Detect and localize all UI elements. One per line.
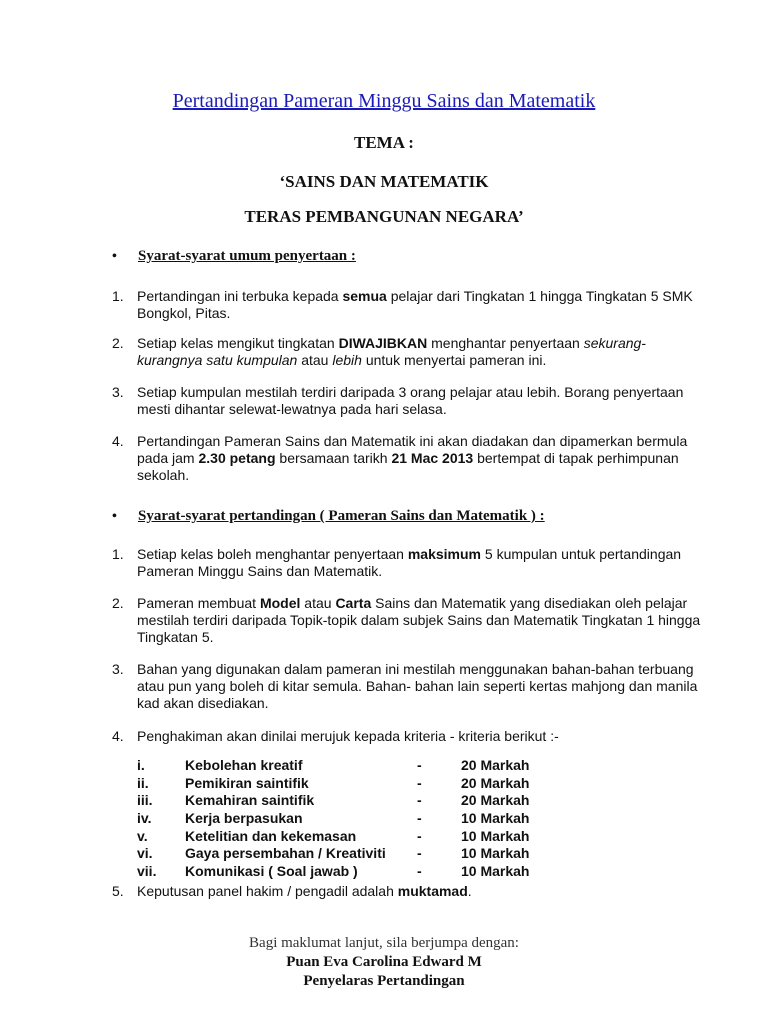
- criteria-row: [137, 775, 529, 793]
- item-text: [137, 883, 702, 900]
- text-run: Penghakiman akan dinilai merujuk kepada kriteria - kriteria berikut :-: [137, 728, 559, 744]
- criteria-roman: iv.: [137, 810, 152, 827]
- bold-text: Carta: [335, 595, 372, 611]
- item-number: 2.: [112, 595, 124, 611]
- criteria-dash: -: [417, 774, 422, 791]
- section-2-heading-text: Syarat-syarat pertandingan ( Pameran Sains dan Matematik ) :: [138, 508, 545, 524]
- criteria-dash: -: [417, 792, 422, 809]
- criteria-marks: 20 Markah: [461, 757, 530, 773]
- text-run: Setiap kelas boleh menghantar penyertaan: [137, 546, 408, 562]
- criteria-dash: -: [417, 845, 422, 862]
- criteria-marks: 10 Markah: [461, 810, 530, 827]
- item-number: 2.: [112, 335, 124, 351]
- criteria-row: [137, 757, 529, 775]
- criteria-roman: vii.: [137, 863, 157, 880]
- contact-role: Penyelaras Pertandingan: [303, 973, 465, 989]
- section-2-item: [112, 546, 702, 580]
- criteria-roman: vi.: [137, 845, 153, 862]
- bold-text: DIWAJIBKAN: [338, 335, 428, 351]
- criteria-marks: 10 Markah: [461, 827, 530, 844]
- criteria-marks: 10 Markah: [461, 845, 530, 862]
- bold-text: 21 Mac 2013: [391, 450, 474, 466]
- item-number: 5.: [112, 883, 124, 899]
- criteria-dash: -: [417, 810, 422, 827]
- contact-name: Puan Eva Carolina Edward M: [286, 954, 482, 970]
- criteria-name: Kerja berpasukan: [185, 810, 303, 827]
- text-run: atau: [300, 595, 336, 611]
- criteria-name: Kemahiran saintifik: [185, 792, 315, 809]
- item-number: 4.: [112, 728, 124, 744]
- item-number: 1.: [112, 288, 124, 304]
- theme-line-1: ‘SAINS DAN MATEMATIK: [279, 172, 489, 191]
- bold-text: semua: [342, 288, 387, 304]
- text-run: atau: [297, 352, 333, 368]
- bold-text: 2.30 petang: [198, 450, 276, 466]
- criteria-roman: iii.: [137, 792, 153, 809]
- criteria-row: [137, 792, 529, 810]
- bullet-icon: •: [112, 249, 117, 264]
- item-text: [137, 384, 702, 418]
- criteria-dash: -: [417, 757, 422, 773]
- criteria-roman: ii.: [137, 774, 149, 791]
- criteria-row: [137, 828, 529, 846]
- criteria-dash: -: [417, 863, 422, 880]
- text-run: 5 kumpulan untuk pertandingan Pameran Minggu Sains dan Matematik.: [137, 546, 682, 579]
- section-1-item: [112, 288, 702, 322]
- item-text: [137, 728, 702, 745]
- criteria-name: Ketelitian dan kekemasan: [185, 827, 357, 844]
- section-2-item: [112, 728, 702, 745]
- bold-text: Model: [259, 595, 301, 611]
- document-title: Pertandingan Pameran Minggu Sains dan Matematik: [172, 90, 596, 112]
- section-1-heading-text: Syarat-syarat umum penyertaan :: [138, 248, 356, 264]
- text-run: Pameran membuat: [137, 595, 260, 611]
- bullet-icon: •: [112, 509, 117, 524]
- text-run: Pertandingan ini terbuka kepada: [137, 288, 343, 304]
- bold-text: muktamad: [397, 883, 468, 899]
- criteria-row: [137, 810, 529, 828]
- text-run: Keputusan panel hakim / pengadil adalah: [137, 883, 398, 899]
- section-1-heading: [112, 248, 356, 265]
- italic-text: sekurang-kurangnya satu kumpulan: [137, 335, 646, 368]
- criteria-roman: v.: [137, 827, 148, 844]
- item-text: [137, 661, 702, 712]
- criteria-roman: i.: [137, 757, 145, 773]
- criteria-name: Pemikiran saintifik: [185, 774, 309, 791]
- criteria-row: [137, 845, 529, 863]
- text-run: Pertandingan Pameran Sains dan Matematik ini akan diadakan dan dipamerkan bermula pada jam: [137, 433, 688, 466]
- text-run: Setiap kelas mengikut tingkatan: [137, 335, 339, 351]
- criteria-table: [137, 757, 529, 881]
- item-number: 1.: [112, 546, 124, 562]
- contact-intro: Bagi maklumat lanjut, sila berjumpa dengan:: [249, 935, 519, 951]
- criteria-marks: 20 Markah: [461, 792, 530, 809]
- criteria-name: Komunikasi ( Soal jawab ): [185, 863, 358, 880]
- item-text: [137, 546, 702, 580]
- text-run: bertempat di tapak perhimpunan sekolah.: [137, 450, 679, 483]
- item-number: 3.: [112, 661, 124, 677]
- criteria-row: [137, 863, 529, 881]
- theme-line-2: TERAS PEMBANGUNAN NEGARA’: [244, 207, 524, 226]
- section-1-item: [112, 335, 702, 369]
- text-run: .: [467, 883, 472, 899]
- text-run: bersamaan tarikh: [275, 450, 392, 466]
- text-run: menghantar penyertaan: [427, 335, 584, 351]
- text-run: pelajar dari Tingkatan 1 hingga Tingkatan 5 SMK Bongkol, Pitas.: [137, 288, 693, 321]
- section-2-heading: [112, 508, 545, 525]
- section-2-item: [112, 595, 702, 646]
- text-run: Setiap kumpulan mestilah terdiri daripada 3 orang pelajar atau lebih. Borang penyertaan mesti dihantar selewat-lewatnya pada hari selasa.: [137, 384, 684, 417]
- section-1-item: [112, 384, 702, 418]
- criteria-marks: 10 Markah: [461, 863, 530, 880]
- criteria-name: Kebolehan kreatif: [185, 757, 303, 773]
- section-2-item: [112, 883, 702, 900]
- bold-text: maksimum: [407, 546, 482, 562]
- item-text: [137, 288, 702, 322]
- item-number: 3.: [112, 384, 124, 400]
- criteria-name: Gaya persembahan / Kreativiti: [185, 845, 386, 862]
- italic-text: lebih: [332, 352, 362, 368]
- criteria-dash: -: [417, 827, 422, 844]
- theme-label: TEMA :: [354, 133, 414, 152]
- text-run: Sains dan Matematik yang disediakan oleh pelajar mestilah terdiri daripada Topik-topik dalam subjek Sains dan Matematik Tingkatan 1 hingga Tingkatan 5.: [137, 595, 701, 645]
- text-run: untuk menyertai pameran ini.: [361, 352, 547, 368]
- item-text: [137, 595, 702, 646]
- section-1-item: [112, 433, 702, 484]
- item-number: 4.: [112, 433, 124, 449]
- criteria-marks: 20 Markah: [461, 774, 530, 791]
- text-run: Bahan yang digunakan dalam pameran ini mestilah menggunakan bahan-bahan terbuang atau pun yang boleh di kitar semula. Bahan- bahan lain seperti kertas mahjong dan manila kad akan disediakan.: [137, 661, 698, 711]
- section-2-item: [112, 661, 702, 712]
- item-text: [137, 335, 702, 369]
- item-text: [137, 433, 702, 484]
